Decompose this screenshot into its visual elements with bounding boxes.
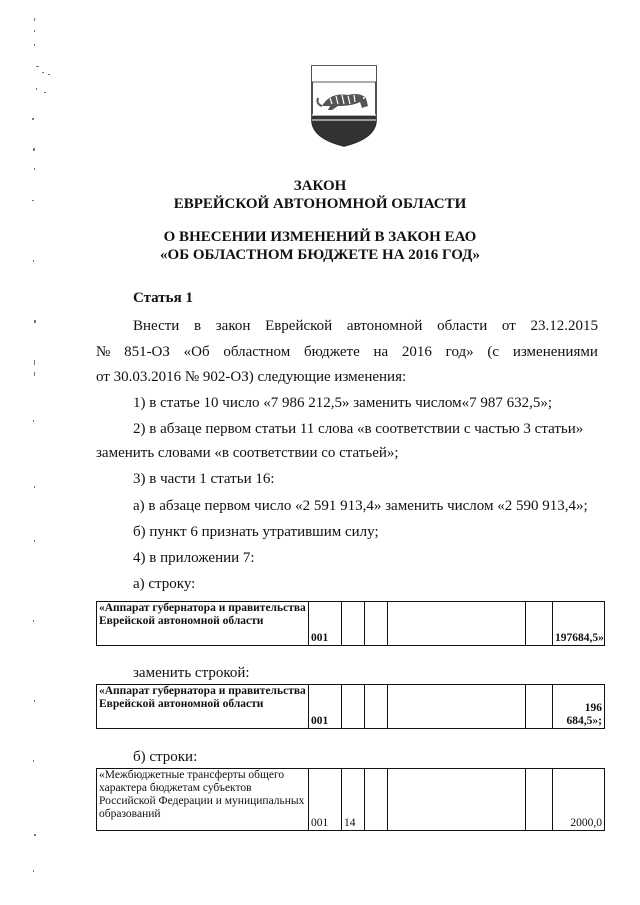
item-3b: б) пункт 6 признать утратившим силу;	[133, 524, 379, 540]
department-name: «Аппарат губернатора и правительства Еврейской автономной области	[97, 602, 309, 646]
replace-label: заменить строкой:	[133, 665, 250, 681]
section-code	[342, 685, 365, 729]
law-title-line1: ЗАКОН	[293, 178, 347, 194]
table-row	[97, 602, 605, 646]
item-4a: а) строку:	[133, 576, 196, 592]
table-row	[97, 685, 605, 729]
coat-of-arms-emblem	[308, 62, 380, 148]
law-subtitle-line2: «ОБ ОБЛАСТНОМ БЮДЖЕТЕ НА 2016 ГОД»	[160, 247, 480, 263]
subsection-code	[365, 769, 388, 831]
law-title	[0, 177, 640, 213]
law-subtitle	[0, 228, 640, 264]
expense-type-code	[526, 685, 553, 729]
expense-name: «Межбюджетные трансферты общего характера бюджетам субъектов Российской Федерации и муниципальных образований	[97, 769, 309, 831]
expense-type-code	[526, 769, 553, 831]
item-3a: а) в абзаце первом число «2 591 913,4» заменить числом «2 590 913,4»;	[133, 498, 588, 514]
expense-type-code	[526, 602, 553, 646]
word: «Об	[183, 344, 210, 360]
word: (с	[487, 344, 500, 360]
budget-row-table-3	[96, 768, 605, 831]
word: автономной	[346, 318, 423, 334]
word: от	[501, 318, 516, 334]
department-code: 001	[309, 602, 342, 646]
amount: 2000,0	[553, 769, 605, 831]
item-2-line-2: заменить словами «в соответствии со статьей»;	[96, 445, 399, 461]
table-row	[97, 769, 605, 831]
item-4b: б) строки:	[133, 749, 198, 765]
budget-row-table-1	[96, 601, 605, 646]
intro-line-1	[133, 314, 598, 339]
target-item-code	[388, 685, 526, 729]
item-3: 3) в части 1 статьи 16:	[133, 471, 275, 487]
word: на	[373, 344, 389, 360]
subsection-code	[365, 685, 388, 729]
word: в	[193, 318, 202, 334]
item-4: 4) в приложении 7:	[133, 550, 255, 566]
department-code: 001	[309, 685, 342, 729]
target-item-code	[388, 602, 526, 646]
law-subtitle-line1: О ВНЕСЕНИИ ИЗМЕНЕНИЙ В ЗАКОН ЕАО	[163, 229, 477, 245]
amount: 197684,5»	[553, 602, 605, 646]
scan-margin-marks	[6, 0, 66, 905]
department-code: 001	[309, 769, 342, 831]
section-code	[342, 602, 365, 646]
word: 23.12.2015	[530, 318, 598, 334]
article-heading: Статья 1	[133, 290, 193, 306]
item-2-line-1: 2) в абзаце первом статьи 11 слова «в соответствии с частью 3 статьи»	[133, 421, 584, 437]
section-code: 14	[342, 769, 365, 831]
word: год»	[445, 344, 474, 360]
target-item-code	[388, 769, 526, 831]
word: областном	[223, 344, 291, 360]
word: Еврейской	[265, 318, 333, 334]
budget-row-table-2	[96, 684, 605, 729]
item-1: 1) в статье 10 число «7 986 212,5» заменить числом«7 987 632,5»;	[133, 395, 553, 411]
word: 2016	[401, 344, 432, 360]
word: закон	[215, 318, 251, 334]
word: №	[96, 344, 111, 360]
subsection-code	[365, 602, 388, 646]
word: Внести	[133, 318, 180, 334]
word: области	[437, 318, 488, 334]
department-name: «Аппарат губернатора и правительства Еврейской автономной области	[97, 685, 309, 729]
intro-line-3: от 30.03.2016 № 902-ОЗ) следующие изменения:	[96, 369, 407, 385]
word: изменениями	[512, 344, 598, 360]
law-title-line2: ЕВРЕЙСКОЙ АВТОНОМНОЙ ОБЛАСТИ	[173, 196, 467, 212]
word: 851-ОЗ	[124, 344, 170, 360]
word: бюджете	[303, 344, 360, 360]
intro-line-2	[96, 340, 598, 365]
amount: 196 684,5»;	[553, 685, 605, 729]
